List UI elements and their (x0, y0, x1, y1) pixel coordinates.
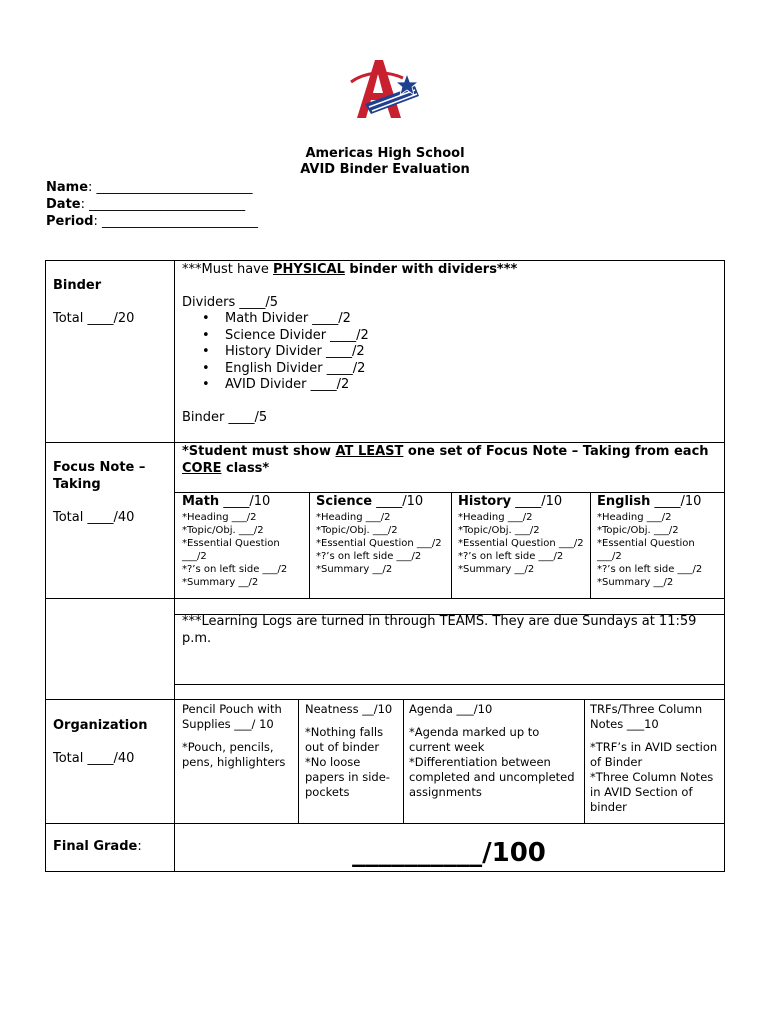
school-logo (345, 52, 425, 122)
dividers-line: Dividers ____/5 (182, 294, 279, 310)
neatness-criteria: Neatness __/10 *Nothing falls out of binder *No loose papers in side-pockets (305, 702, 393, 799)
english-criteria: English ____/10 *Heading ___/2 *Topic/Obj. ___/2 *Essential Question ___/2 *?’s on left side ___/2 *Summary __/2 (597, 494, 703, 588)
pencil-pouch-criteria: Pencil Pouch with Supplies ___/ 10 *Pouch, pencils, pens, highlighters (182, 702, 286, 769)
binder-line: Binder ____/5 (182, 409, 268, 425)
list-item: • History Divider ____/2 (225, 344, 712, 361)
focus-total: Total ____/40 (53, 510, 135, 525)
list-item: • English Divider ____/2 (225, 361, 712, 378)
agenda-criteria: Agenda ___/10 *Agenda marked up to current week *Differentiation between completed and uncompleted assignments (409, 702, 575, 799)
learning-logs-note: ***Learning Logs are turned in through TEAMS. They are due Sundays at 11:59 p.m. (182, 614, 697, 646)
trf-notes-criteria: TRFs/Three Column Notes ___10 *TRF’s in AVID section of Binder *Three Column Notes in AVID Section of binder (590, 702, 718, 814)
binder-row-title: Binder (53, 278, 102, 293)
date-field: Date: ________________________ (46, 197, 246, 212)
science-criteria: Science ____/10 *Heading ___/2 *Topic/Obj. ___/2 *Essential Question ___/2 *?’s on left side ___/2 *Summary __/2 (316, 494, 442, 575)
focus-rule: *Student must show AT LEAST one set of Focus Note – Taking from each CORE class* (182, 444, 709, 476)
divider-list (182, 311, 712, 394)
document-title-block (0, 146, 770, 178)
history-criteria: History ____/10 *Heading ___/2 *Topic/Obj. ___/2 *Essential Question ___/2 *?’s on left side ___/2 *Summary __/2 (458, 494, 584, 575)
document-title: AVID Binder Evaluation (300, 162, 470, 177)
school-name: Americas High School (305, 146, 465, 161)
list-item: • Math Divider ____/2 (225, 311, 712, 328)
list-item: • Science Divider ____/2 (225, 328, 712, 345)
focus-row-title: Focus Note – Taking (53, 460, 146, 492)
final-grade-score: __________/100 (352, 838, 546, 868)
binder-details (182, 262, 712, 426)
final-grade-label: Final Grade: (53, 839, 142, 854)
binder-rule: ***Must have PHYSICAL binder with dividers*** (182, 262, 518, 277)
student-info-fields (46, 179, 258, 230)
list-item: • AVID Divider ____/2 (225, 377, 712, 394)
binder-total: Total ____/20 (53, 311, 135, 326)
organization-row-title: Organization (53, 718, 148, 733)
americas-a-logo-icon (345, 52, 425, 122)
period-field: Period: ________________________ (46, 214, 258, 229)
organization-total: Total ____/40 (53, 751, 135, 766)
name-field: Name: ________________________ (46, 180, 253, 195)
math-criteria: Math ____/10 *Heading ___/2 *Topic/Obj. ___/2 *Essential Question ___/2 *?’s on left side ___/2 *Summary __/2 (182, 494, 288, 588)
evaluation-table (45, 260, 725, 872)
